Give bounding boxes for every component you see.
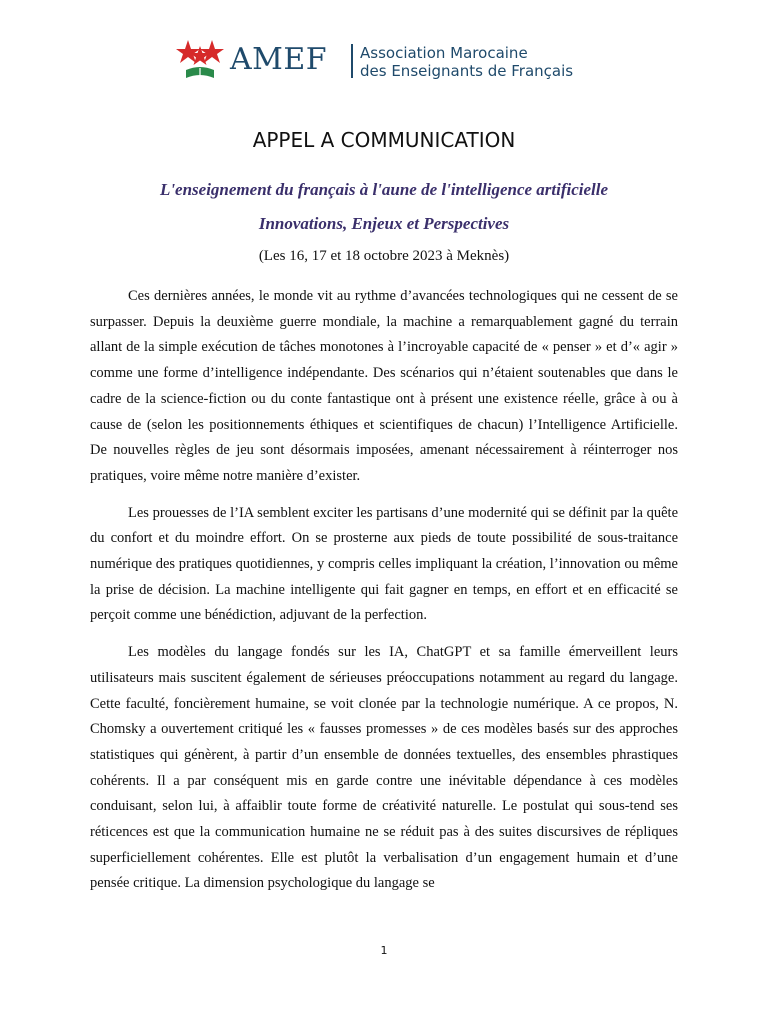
amef-logo-icon bbox=[176, 38, 224, 82]
brand-acronym: AMEF bbox=[230, 42, 328, 77]
brand-divider bbox=[351, 44, 353, 78]
brand-name-line-2: des Enseignants de Français bbox=[360, 62, 574, 80]
paragraph-1: Ces dernières années, le monde vit au rythme d’avancées technologiques qui ne cessent de se surpasser. Depuis la deuxième guerre mondiale, la machine a remarquablement gagné du terrain allant de la simple exécution de tâches monotones à l’incroyable capacité de « penser » et d’« agir » comme une forme d’intelligence indépendante. Des scénarios qui n’étaient soutenables que dans le cadre de la science-fiction ou du conte fantastique ont à présent une existence réelle, grâce à ou à cause de (selon les positionnements éthiques et scientifiques de chacun) l’Intelligence Artificielle. De nouvelles règles de jeu sont désormais imposées, amenant nécessairement à réinterroger nos pratiques, voire même notre manière d’exister. bbox=[90, 288, 678, 484]
brand-name-line-1: Association Marocaine bbox=[360, 44, 528, 62]
paragraph-2: Les prouesses de l’IA semblent exciter les partisans d’une modernité qui se définit par la quête du confort et du moindre effort. On se prosterne aux pieds de toute possibilité de sous-traitance numérique des pratiques quotidiennes, y compris celles impliquant la création, l’innovation ou même la prise de décision. La machine intelligente qui fait gagner en temps, en effort et en efficacité se perçoit comme une bénédiction, adjuvant de la perfection. bbox=[90, 504, 678, 624]
document-subtitle-line-2: Innovations, Enjeux et Perspectives bbox=[258, 214, 510, 233]
paragraph-3: Les modèles du langage fondés sur les IA, ChatGPT et sa famille émerveillent leurs utilisateurs mais suscitent également de sérieuses préoccupations notamment au regard du langage. Cette faculté, foncièrement humaine, se voit clonée par la technologie numérique. A ce propos, N. Chomsky a ouvertement critiqué les « fausses promesses » de ces modèles basés sur des approches statistiques qui génèrent, à partir d’un ensemble de données textuelles, des ensembles phrastiques cohérents. Il a par conséquent mis en garde contre une inévitable dépendance à ces modèles conduisant, selon lui, à affaiblir toute forme de créativité naturelle. Le postulat qui sous-tend ses réticences est que la communication humaine ne se réduit pas à des suites discursives de répliques superficiellement cohérentes. Elle est plutôt la verbalisation d’un engagement humain et d’une pensée critique. La dimension psychologique du langage se bbox=[90, 644, 678, 892]
document-subtitle-line-1: L'enseignement du français à l'aune de l'intelligence artificielle bbox=[159, 180, 609, 199]
event-dates: (Les 16, 17 et 18 octobre 2023 à Meknès) bbox=[258, 248, 510, 264]
document-title: APPEL A COMMUNICATION bbox=[252, 128, 516, 152]
document-body bbox=[90, 284, 678, 908]
page-number: 1 bbox=[380, 944, 388, 957]
brand-full-name bbox=[360, 44, 573, 80]
header-logo bbox=[172, 38, 602, 88]
